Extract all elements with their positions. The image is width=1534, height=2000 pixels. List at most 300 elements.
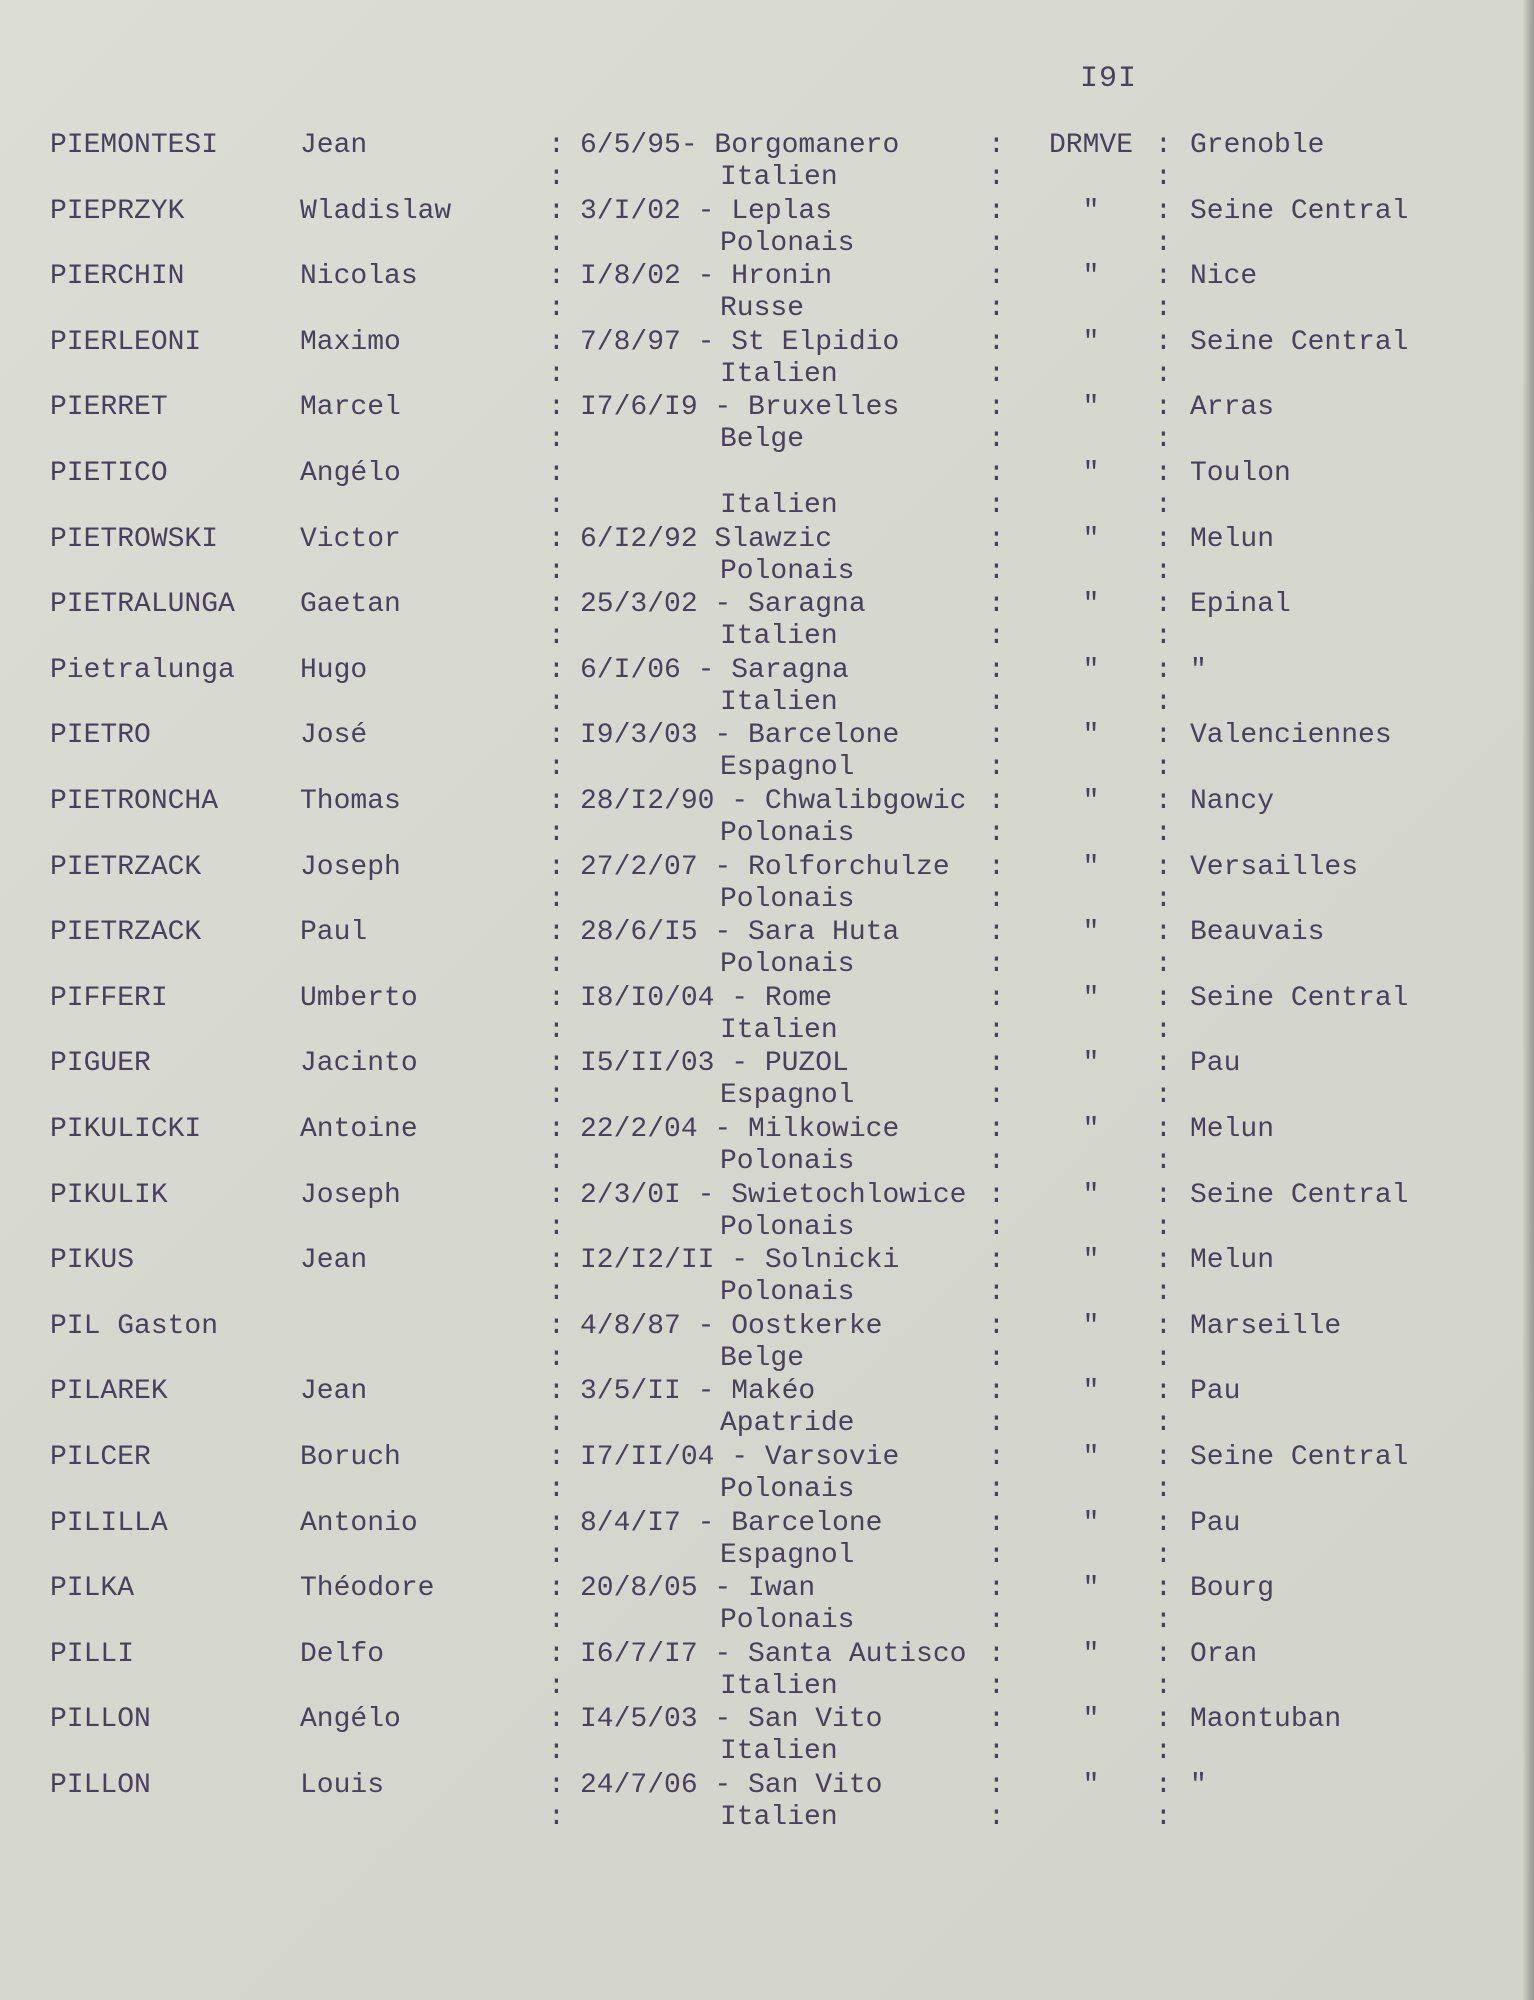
nationality-cell: Italien (720, 1736, 838, 1768)
column-separator: : (988, 720, 1005, 752)
column-separator: : (988, 1638, 1005, 1670)
column-separator: : (988, 1245, 1005, 1277)
surname-cell: PIERRET (50, 392, 168, 424)
surname-cell: PIEMONTESI (50, 130, 219, 161)
column-separator: : (988, 326, 1005, 358)
surname-cell: PIEPRZYK (50, 195, 185, 227)
column-separator: : (548, 1736, 565, 1768)
birth-date-place-cell: 8/4/I7 - Barcelone (580, 1507, 883, 1539)
nationality-cell: Polonais (720, 1474, 855, 1505)
column-separator: : (548, 1474, 565, 1505)
column-separator: : (1155, 424, 1172, 456)
destination-cell: " (1190, 1770, 1207, 1801)
given-name-cell: Thomas (300, 786, 401, 817)
register-row (0, 589, 1534, 655)
nationality-cell: Polonais (720, 1277, 855, 1309)
birth-date-place-cell: 6/I/06 - Saragna (580, 654, 849, 686)
register-row (0, 458, 1534, 524)
birth-date-place-cell: I/8/02 - Hronin (580, 261, 833, 293)
column-separator: : (548, 1507, 565, 1539)
column-separator: : (1155, 1474, 1172, 1505)
column-separator: : (1155, 490, 1172, 521)
register-row (0, 392, 1534, 458)
nationality-cell: Italien (720, 490, 838, 521)
office-cell: " (1082, 1048, 1100, 1080)
office-cell: " (1082, 392, 1100, 424)
register-row (0, 1704, 1534, 1770)
column-separator: : (988, 1211, 1005, 1243)
column-separator: : (548, 490, 565, 521)
birth-date-place-cell: 6/I2/92 Slawzic (580, 523, 833, 555)
column-separator: : (1155, 162, 1172, 193)
destination-cell: Melun (1190, 523, 1275, 555)
column-separator: : (1155, 1376, 1172, 1408)
register-row (0, 720, 1534, 786)
column-separator: : (1155, 1146, 1172, 1177)
column-separator: : (1155, 686, 1172, 718)
birth-date-place-cell: 3/I/02 - Leplas (580, 195, 833, 227)
column-separator: : (1155, 1342, 1172, 1374)
column-separator: : (1155, 1310, 1172, 1342)
column-separator: : (988, 392, 1005, 424)
destination-cell: Nancy (1190, 786, 1275, 817)
register-row (0, 1573, 1534, 1639)
column-separator: : (988, 1114, 1005, 1145)
column-separator: : (988, 261, 1005, 293)
office-cell: " (1082, 1310, 1100, 1342)
column-separator: : (988, 1507, 1005, 1539)
column-separator: : (548, 1704, 565, 1736)
office-cell: " (1082, 1507, 1100, 1539)
column-separator: : (1155, 1770, 1172, 1801)
column-separator: : (1155, 982, 1172, 1014)
column-separator: : (988, 458, 1005, 489)
column-separator: : (548, 752, 565, 784)
column-separator: : (548, 1048, 565, 1080)
column-separator: : (548, 851, 565, 883)
column-separator: : (1155, 523, 1172, 555)
column-separator: : (548, 130, 565, 161)
column-separator: : (988, 949, 1005, 981)
nationality-cell: Italien (720, 1802, 838, 1833)
given-name-cell: Paul (300, 917, 368, 949)
column-separator: : (1155, 1605, 1172, 1637)
column-separator: : (1155, 917, 1172, 949)
column-separator: : (1155, 1245, 1172, 1277)
destination-cell: Seine Central (1190, 326, 1409, 358)
register-row (0, 852, 1534, 918)
column-separator: : (988, 686, 1005, 718)
birth-date-place-cell: 3/5/II - Makéo (580, 1376, 816, 1408)
column-separator: : (1155, 293, 1172, 325)
nationality-cell: Italien (720, 358, 838, 390)
column-separator: : (548, 1342, 565, 1374)
column-separator: : (988, 982, 1005, 1014)
surname-cell: PIKULIK (50, 1179, 168, 1211)
column-separator: : (548, 1442, 565, 1473)
column-separator: : (548, 1539, 565, 1571)
column-separator: : (988, 1277, 1005, 1309)
given-name-cell: Louis (300, 1770, 385, 1801)
column-separator: : (988, 1376, 1005, 1408)
office-cell: " (1082, 786, 1100, 817)
column-separator: : (988, 1573, 1005, 1605)
column-separator: : (1155, 392, 1172, 424)
column-separator: : (988, 1802, 1005, 1833)
column-separator: : (1155, 851, 1172, 883)
column-separator: : (548, 1211, 565, 1243)
given-name-cell: Maximo (300, 326, 401, 358)
surname-cell: PIL Gaston (50, 1310, 219, 1342)
column-separator: : (988, 1408, 1005, 1440)
destination-cell: Seine Central (1190, 195, 1409, 227)
column-separator: : (548, 162, 565, 193)
nationality-cell: Polonais (720, 883, 855, 915)
office-cell: " (1082, 1704, 1100, 1736)
column-separator: : (988, 555, 1005, 587)
column-separator: : (1155, 458, 1172, 489)
given-name-cell: Nicolas (300, 261, 418, 293)
nationality-cell: Espagnol (720, 1539, 855, 1571)
column-separator: : (548, 1014, 565, 1046)
birth-date-place-cell: I7/6/I9 - Bruxelles (580, 392, 900, 424)
office-cell: DRMVE (1048, 130, 1133, 161)
office-cell: " (1082, 1638, 1100, 1670)
column-separator: : (548, 818, 565, 849)
column-separator: : (548, 1638, 565, 1670)
column-separator: : (988, 358, 1005, 390)
column-separator: : (988, 1539, 1005, 1571)
register-row (0, 1048, 1534, 1114)
column-separator: : (1155, 1179, 1172, 1211)
surname-cell: PILLI (50, 1638, 135, 1670)
column-separator: : (1155, 1670, 1172, 1702)
register-row (0, 327, 1534, 393)
column-separator: : (988, 1146, 1005, 1177)
column-separator: : (548, 1605, 565, 1637)
birth-date-place-cell: 22/2/04 - Milkowice (580, 1114, 900, 1145)
column-separator: : (1155, 261, 1172, 293)
register-row (0, 1442, 1534, 1508)
column-separator: : (988, 1605, 1005, 1637)
birth-date-place-cell: 7/8/97 - St Elpidio (580, 326, 900, 358)
given-name-cell: Victor (300, 523, 401, 555)
register-row (0, 1245, 1534, 1311)
nationality-cell: Polonais (720, 818, 855, 849)
given-name-cell: Joseph (300, 851, 401, 883)
nationality-cell: Polonais (720, 1146, 855, 1177)
birth-date-place-cell: I2/I2/II - Solnicki (580, 1245, 900, 1277)
surname-cell: PILLON (50, 1704, 151, 1736)
birth-date-place-cell: I6/7/I7 - Santa Autisco (580, 1638, 967, 1670)
column-separator: : (988, 1704, 1005, 1736)
destination-cell: Toulon (1190, 458, 1291, 489)
column-separator: : (1155, 1114, 1172, 1145)
column-separator: : (548, 1670, 565, 1702)
column-separator: : (1155, 1277, 1172, 1309)
nationality-cell: Polonais (720, 1211, 855, 1243)
column-separator: : (988, 654, 1005, 686)
column-separator: : (1155, 555, 1172, 587)
destination-cell: Nice (1190, 261, 1258, 293)
column-separator: : (1155, 130, 1172, 161)
column-separator: : (988, 1179, 1005, 1211)
surname-cell: PIKULICKI (50, 1114, 202, 1145)
nationality-cell: Italien (720, 162, 838, 193)
column-separator: : (548, 589, 565, 621)
column-separator: : (1155, 358, 1172, 390)
nationality-cell: Italien (720, 1014, 838, 1046)
column-separator: : (548, 392, 565, 424)
column-separator: : (548, 1770, 565, 1801)
nationality-cell: Italien (720, 686, 838, 718)
surname-cell: PIETRO (50, 720, 151, 752)
column-separator: : (988, 1474, 1005, 1505)
given-name-cell: Angélo (300, 458, 401, 489)
office-cell: " (1082, 195, 1100, 227)
surname-cell: PIKUS (50, 1245, 135, 1277)
column-separator: : (1155, 752, 1172, 784)
column-separator: : (1155, 1442, 1172, 1473)
office-cell: " (1082, 851, 1100, 883)
birth-date-place-cell: I9/3/03 - Barcelone (580, 720, 900, 752)
column-separator: : (988, 851, 1005, 883)
given-name-cell: Wladislaw (300, 195, 452, 227)
column-separator: : (548, 1245, 565, 1277)
column-separator: : (548, 1573, 565, 1605)
column-separator: : (988, 195, 1005, 227)
birth-date-place-cell: 28/6/I5 - Sara Huta (580, 917, 900, 949)
page-number: I9I (1080, 62, 1138, 96)
nationality-cell: Italien (720, 621, 838, 653)
register-row (0, 1114, 1534, 1180)
destination-cell: Pau (1190, 1507, 1241, 1539)
office-cell: " (1082, 261, 1100, 293)
column-separator: : (988, 293, 1005, 325)
column-separator: : (988, 883, 1005, 915)
column-separator: : (1155, 654, 1172, 686)
column-separator: : (988, 818, 1005, 849)
column-separator: : (988, 1770, 1005, 1801)
nationality-cell: Polonais (720, 1605, 855, 1637)
surname-cell: PIETRZACK (50, 917, 202, 949)
column-separator: : (548, 555, 565, 587)
register-row (0, 786, 1534, 852)
surname-cell: PIFFERI (50, 982, 168, 1014)
birth-date-place-cell: I4/5/03 - San Vito (580, 1704, 883, 1736)
column-separator: : (548, 917, 565, 949)
column-separator: : (1155, 786, 1172, 817)
given-name-cell: José (300, 720, 368, 752)
destination-cell: Arras (1190, 392, 1275, 424)
register-row (0, 1376, 1534, 1442)
birth-date-place-cell: I7/II/04 - Varsovie (580, 1442, 900, 1473)
destination-cell: Pau (1190, 1376, 1241, 1408)
column-separator: : (1155, 1736, 1172, 1768)
column-separator: : (1155, 883, 1172, 915)
column-separator: : (548, 195, 565, 227)
column-separator: : (548, 358, 565, 390)
column-separator: : (1155, 720, 1172, 752)
given-name-cell: Gaetan (300, 589, 401, 621)
register-row (0, 1311, 1534, 1377)
column-separator: : (548, 326, 565, 358)
column-separator: : (548, 1376, 565, 1408)
birth-date-place-cell: 2/3/0I - Swietochlowice (580, 1179, 967, 1211)
column-separator: : (548, 523, 565, 555)
destination-cell: Maontuban (1190, 1704, 1342, 1736)
destination-cell: Seine Central (1190, 1179, 1409, 1211)
column-separator: : (548, 1277, 565, 1309)
column-separator: : (988, 162, 1005, 193)
surname-cell: PILKA (50, 1573, 135, 1605)
register-row (0, 261, 1534, 327)
office-cell: " (1082, 523, 1100, 555)
column-separator: : (1155, 1408, 1172, 1440)
surname-cell: PIETICO (50, 458, 168, 489)
office-cell: " (1082, 458, 1100, 489)
register-row (0, 1508, 1534, 1574)
nationality-cell: Polonais (720, 555, 855, 587)
column-separator: : (988, 1442, 1005, 1473)
birth-date-place-cell: 6/5/95- Borgomanero (580, 130, 900, 161)
nationality-cell: Italien (720, 1670, 838, 1702)
destination-cell: Oran (1190, 1638, 1258, 1670)
given-name-cell: Antonio (300, 1507, 418, 1539)
destination-cell: Bourg (1190, 1573, 1275, 1605)
column-separator: : (548, 883, 565, 915)
column-separator: : (988, 1014, 1005, 1046)
birth-date-place-cell: 24/7/06 - San Vito (580, 1770, 883, 1801)
surname-cell: PIETRZACK (50, 851, 202, 883)
column-separator: : (548, 227, 565, 259)
column-separator: : (988, 1670, 1005, 1702)
column-separator: : (548, 949, 565, 981)
surname-cell: PILCER (50, 1442, 151, 1473)
birth-date-place-cell: 20/8/05 - Iwan (580, 1573, 816, 1605)
column-separator: : (1155, 949, 1172, 981)
surname-cell: PILLON (50, 1770, 151, 1801)
column-separator: : (1155, 326, 1172, 358)
given-name-cell: Jean (300, 130, 368, 161)
column-separator: : (1155, 1507, 1172, 1539)
column-separator: : (1155, 195, 1172, 227)
office-cell: " (1082, 1770, 1100, 1801)
column-separator: : (1155, 621, 1172, 653)
nationality-cell: Polonais (720, 949, 855, 981)
column-separator: : (548, 720, 565, 752)
surname-cell: PIETRALUNGA (50, 589, 235, 621)
register-row (0, 1639, 1534, 1705)
given-name-cell: Angélo (300, 1704, 401, 1736)
given-name-cell: Théodore (300, 1573, 435, 1605)
register-row (0, 1770, 1534, 1836)
destination-cell: Beauvais (1190, 917, 1325, 949)
column-separator: : (1155, 818, 1172, 849)
column-separator: : (988, 424, 1005, 456)
column-separator: : (988, 589, 1005, 621)
column-separator: : (1155, 1539, 1172, 1571)
column-separator: : (988, 621, 1005, 653)
column-separator: : (1155, 1048, 1172, 1080)
column-separator: : (988, 227, 1005, 259)
given-name-cell: Jean (300, 1245, 368, 1277)
given-name-cell: Delfo (300, 1638, 385, 1670)
nationality-cell: Russe (720, 293, 805, 325)
column-separator: : (548, 1179, 565, 1211)
nationality-cell: Apatride (720, 1408, 855, 1440)
column-separator: : (1155, 589, 1172, 621)
destination-cell: Marseille (1190, 1310, 1342, 1342)
column-separator: : (988, 1080, 1005, 1112)
destination-cell: Grenoble (1190, 130, 1325, 161)
register-row (0, 196, 1534, 262)
column-separator: : (988, 1048, 1005, 1080)
surname-cell: Pietralunga (50, 654, 235, 686)
register-row (0, 917, 1534, 983)
given-name-cell: Marcel (300, 392, 401, 424)
destination-cell: Epinal (1190, 589, 1291, 621)
destination-cell: Seine Central (1190, 1442, 1409, 1473)
office-cell: " (1082, 1114, 1100, 1145)
column-separator: : (1155, 1802, 1172, 1833)
column-separator: : (988, 786, 1005, 817)
birth-date-place-cell: I5/II/03 - PUZOL (580, 1048, 849, 1080)
column-separator: : (988, 917, 1005, 949)
column-separator: : (548, 786, 565, 817)
column-separator: : (1155, 227, 1172, 259)
column-separator: : (548, 686, 565, 718)
column-separator: : (1155, 1573, 1172, 1605)
destination-cell: Pau (1190, 1048, 1241, 1080)
column-separator: : (988, 1342, 1005, 1374)
office-cell: " (1082, 1573, 1100, 1605)
destination-cell: " (1190, 654, 1207, 686)
register-row (0, 655, 1534, 721)
destination-cell: Versailles (1190, 851, 1359, 883)
column-separator: : (1155, 1211, 1172, 1243)
column-separator: : (548, 1080, 565, 1112)
nationality-cell: Belge (720, 424, 805, 456)
column-separator: : (988, 490, 1005, 521)
given-name-cell: Hugo (300, 654, 368, 686)
column-separator: : (988, 752, 1005, 784)
column-separator: : (1155, 1638, 1172, 1670)
nationality-cell: Espagnol (720, 752, 855, 784)
given-name-cell: Jacinto (300, 1048, 418, 1080)
register-row (0, 524, 1534, 590)
office-cell: " (1082, 589, 1100, 621)
column-separator: : (548, 1310, 565, 1342)
destination-cell: Melun (1190, 1245, 1275, 1277)
office-cell: " (1082, 917, 1100, 949)
column-separator: : (548, 424, 565, 456)
destination-cell: Melun (1190, 1114, 1275, 1145)
office-cell: " (1082, 982, 1100, 1014)
nationality-cell: Belge (720, 1342, 805, 1374)
surname-cell: PIETRONCHA (50, 786, 219, 817)
birth-date-place-cell: I8/I0/04 - Rome (580, 982, 833, 1014)
destination-cell: Seine Central (1190, 982, 1409, 1014)
column-separator: : (548, 458, 565, 489)
surname-cell: PIERLEONI (50, 326, 202, 358)
column-separator: : (548, 261, 565, 293)
column-separator: : (548, 1802, 565, 1833)
office-cell: " (1082, 1376, 1100, 1408)
column-separator: : (548, 1114, 565, 1145)
column-separator: : (1155, 1704, 1172, 1736)
given-name-cell: Joseph (300, 1179, 401, 1211)
